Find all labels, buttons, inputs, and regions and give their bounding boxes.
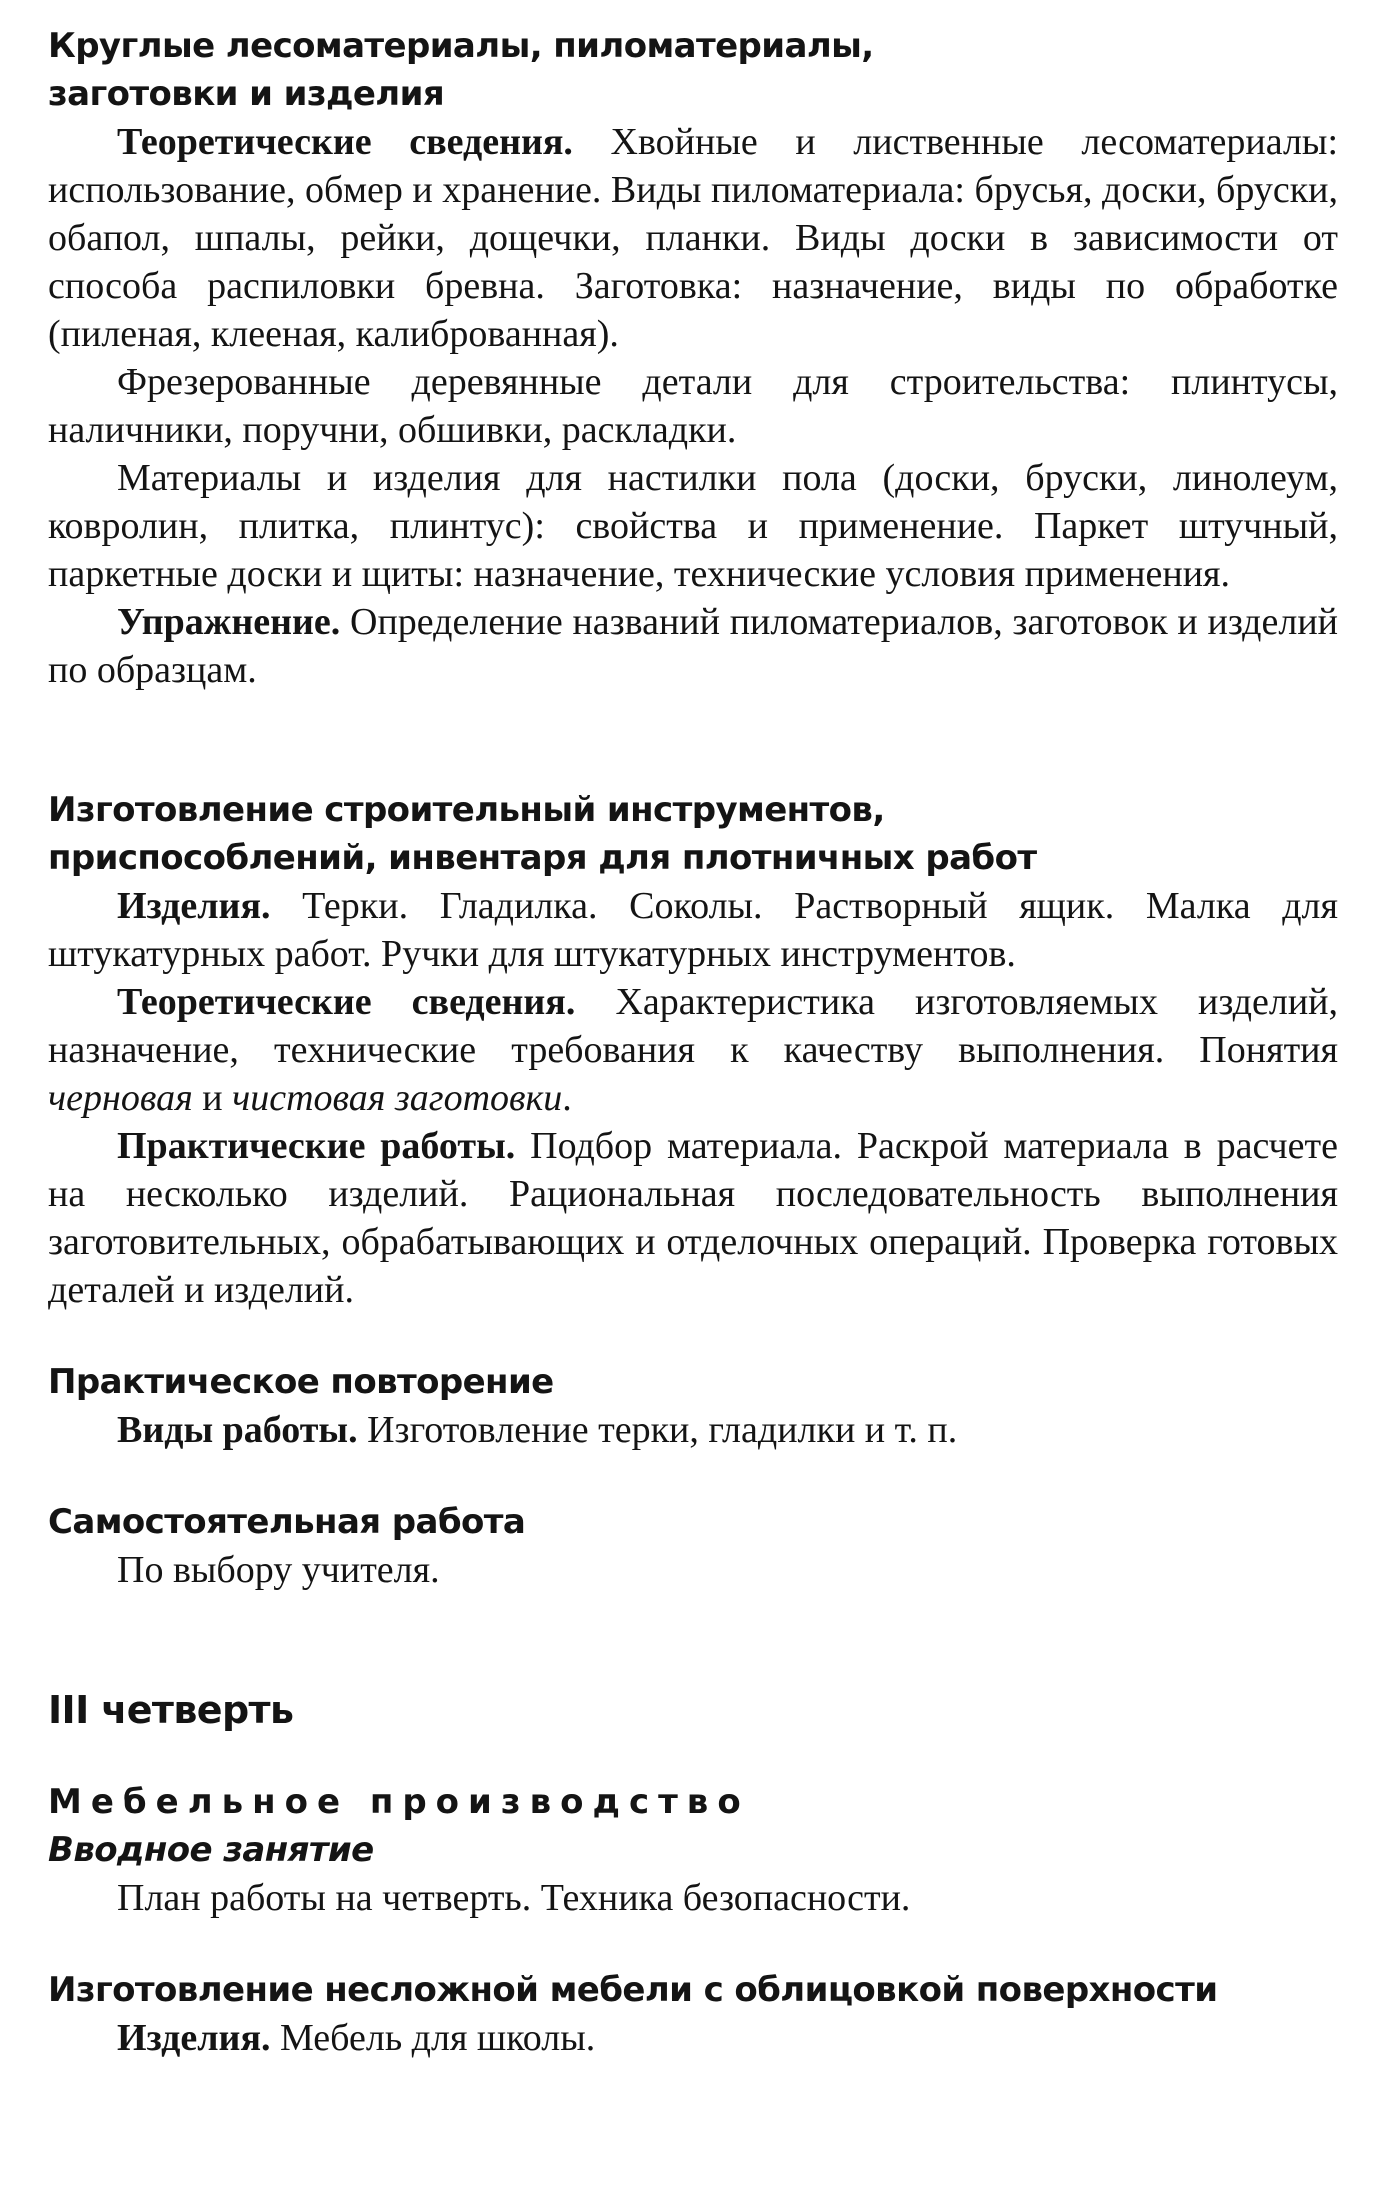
paragraph: Материалы и изделия для настилки пола (доски, бруски, линолеум, ковролин, плитка, плинтус): свойства и применение. Паркет штучный, паркетные доски и щиты: назначение, технические условия применения. [48, 457, 1338, 595]
paragraph: Фрезерованные деревянные детали для строительства: плинтусы, наличники, поручни, обшивки, раскладки. [48, 361, 1338, 451]
quarter-heading: III четверть [48, 1688, 294, 1732]
paragraph-lead: Упражнение. [117, 601, 341, 643]
section-heading: Практическое повторение [48, 1362, 554, 1402]
document-page [48, 22, 1338, 2062]
paragraph: Изделия. Мебель для школы. [117, 2017, 596, 2059]
paragraph: План работы на четверть. Техника безопасности. [117, 1877, 911, 1919]
paragraph: Практические работы. Подбор материала. Раскрой материала в расчете на несколько изделий. Рациональная последовательность выполнения заготовительных, обрабатывающих и отделочных операций. Проверка готовых деталей и изделий. [48, 1125, 1338, 1311]
paragraph-lead: Теоретические сведения. [117, 981, 576, 1023]
paragraph-lead: Виды работы. [117, 1409, 358, 1451]
paragraph-lead: Практические работы. [117, 1125, 516, 1167]
paragraph-lead: Теоретические сведения. [117, 121, 573, 163]
paragraph-lead: Изделия. [117, 2017, 271, 2059]
section-heading: Круглые лесоматериалы, пиломатериалы, заготовки и изделия [48, 26, 874, 114]
paragraph-lead: Изделия. [117, 885, 271, 927]
paragraph: По выбору учителя. [117, 1549, 440, 1591]
paragraph: Упражнение. Определение названий пиломатериалов, заготовок и изделий по образцам. [48, 601, 1338, 691]
paragraph: Теоретические сведения. Характеристика изготовляемых изделий, назначение, технические требования к качеству выполнения. Понятия черновая и чистовая заготовки. [48, 981, 1339, 1119]
section-heading: Изготовление строительный инструментов, приспособлений, инвентаря для плотничных работ [48, 790, 1037, 878]
section-heading: Самостоятельная работа [48, 1502, 526, 1542]
section-subheading: Вводное занятие [48, 1830, 374, 1870]
section-heading: Мебельное производство [48, 1782, 750, 1822]
section-heading: Изготовление несложной мебели с облицовкой поверхности [48, 1970, 1218, 2010]
paragraph: Изделия. Терки. Гладилка. Соколы. Растворный ящик. Малка для штукатурных работ. Ручки для штукатурных инструментов. [48, 885, 1338, 975]
paragraph: Виды работы. Изготовление терки, гладилки и т. п. [117, 1409, 958, 1451]
paragraph: Теоретические сведения. Хвойные и лиственные лесоматериалы: использование, обмер и хранение. Виды пиломатериала: брусья, доски, бруски, обапол, шпалы, рейки, дощечки, планки. Виды доски в зависимости от способа распиловки бревна. Заготовка: назначение, виды по обработке (пиленая, клееная, калиброванная). [48, 121, 1339, 355]
